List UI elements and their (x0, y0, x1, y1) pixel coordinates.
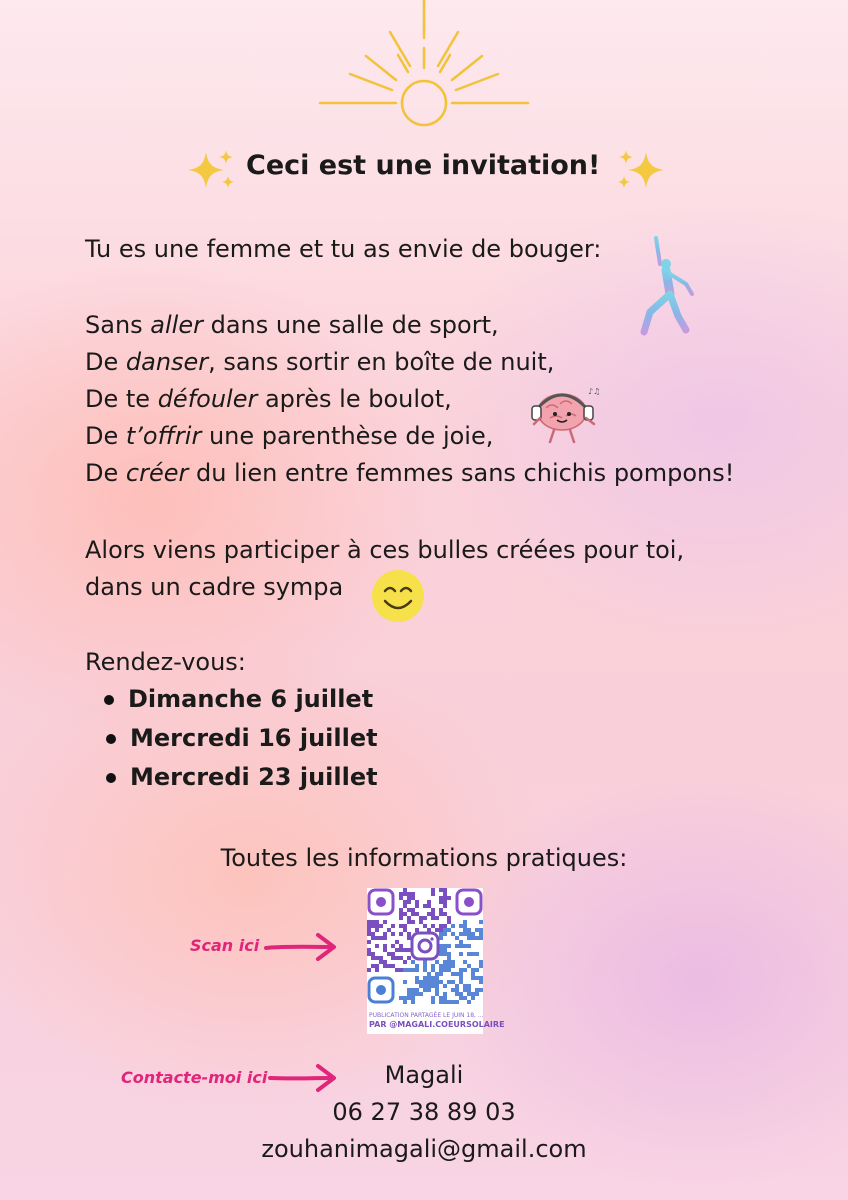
line-3: De te défouler après le boulot, (85, 385, 452, 413)
qr-caption-1: PUBLICATION PARTAGÉE LE JUIN 18, ... (369, 1012, 484, 1019)
sparkles-icon (186, 148, 238, 190)
line-1: Sans aller dans une salle de sport, (85, 311, 499, 339)
list-item: Mercredi 23 juillet (106, 759, 378, 796)
contact-label: Contacte-moi ici (121, 1068, 268, 1087)
bullet-icon (106, 734, 116, 744)
contact-name: Magali (384, 1061, 464, 1089)
call-line-1: Alors viens participer à ces bulles créées pour toi, (85, 536, 685, 564)
bullet-icon (104, 695, 114, 705)
line-4: De t’offrir une parenthèse de joie, (85, 422, 494, 450)
rdv-label: Rendez-vous: (85, 648, 246, 676)
qr-code[interactable] (367, 888, 505, 1034)
dancer-icon (636, 234, 698, 338)
page-title: Ceci est une invitation! (246, 150, 601, 181)
brain-headphones-icon (524, 384, 602, 446)
bullet-icon (106, 773, 116, 783)
arrow-right-icon (262, 930, 342, 964)
list-item: Dimanche 6 juillet (104, 681, 373, 718)
call-line-2: dans un cadre sympa (85, 573, 344, 601)
intro-text: Tu es une femme et tu as envie de bouger: (85, 235, 602, 263)
svg-text:♪♫: ♪♫ (588, 387, 601, 396)
contact-phone[interactable]: 06 27 38 89 03 (332, 1098, 516, 1126)
sun-icon (318, 0, 530, 130)
instagram-icon (412, 933, 438, 959)
list-item: Mercredi 16 juillet (106, 720, 378, 757)
qr-caption-2: PAR @MAGALI.COEURSOLAIRE (369, 1020, 505, 1029)
contact-email[interactable]: zouhanimagali@gmail.com (261, 1135, 587, 1163)
info-label: Toutes les informations pratiques: (220, 844, 628, 872)
scan-label: Scan ici (190, 936, 260, 955)
line-5: De créer du lien entre femmes sans chichis pompons! (85, 459, 735, 487)
sparkles-icon (616, 148, 668, 190)
smiley-icon (371, 569, 425, 623)
line-2: De danser, sans sortir en boîte de nuit, (85, 348, 555, 376)
